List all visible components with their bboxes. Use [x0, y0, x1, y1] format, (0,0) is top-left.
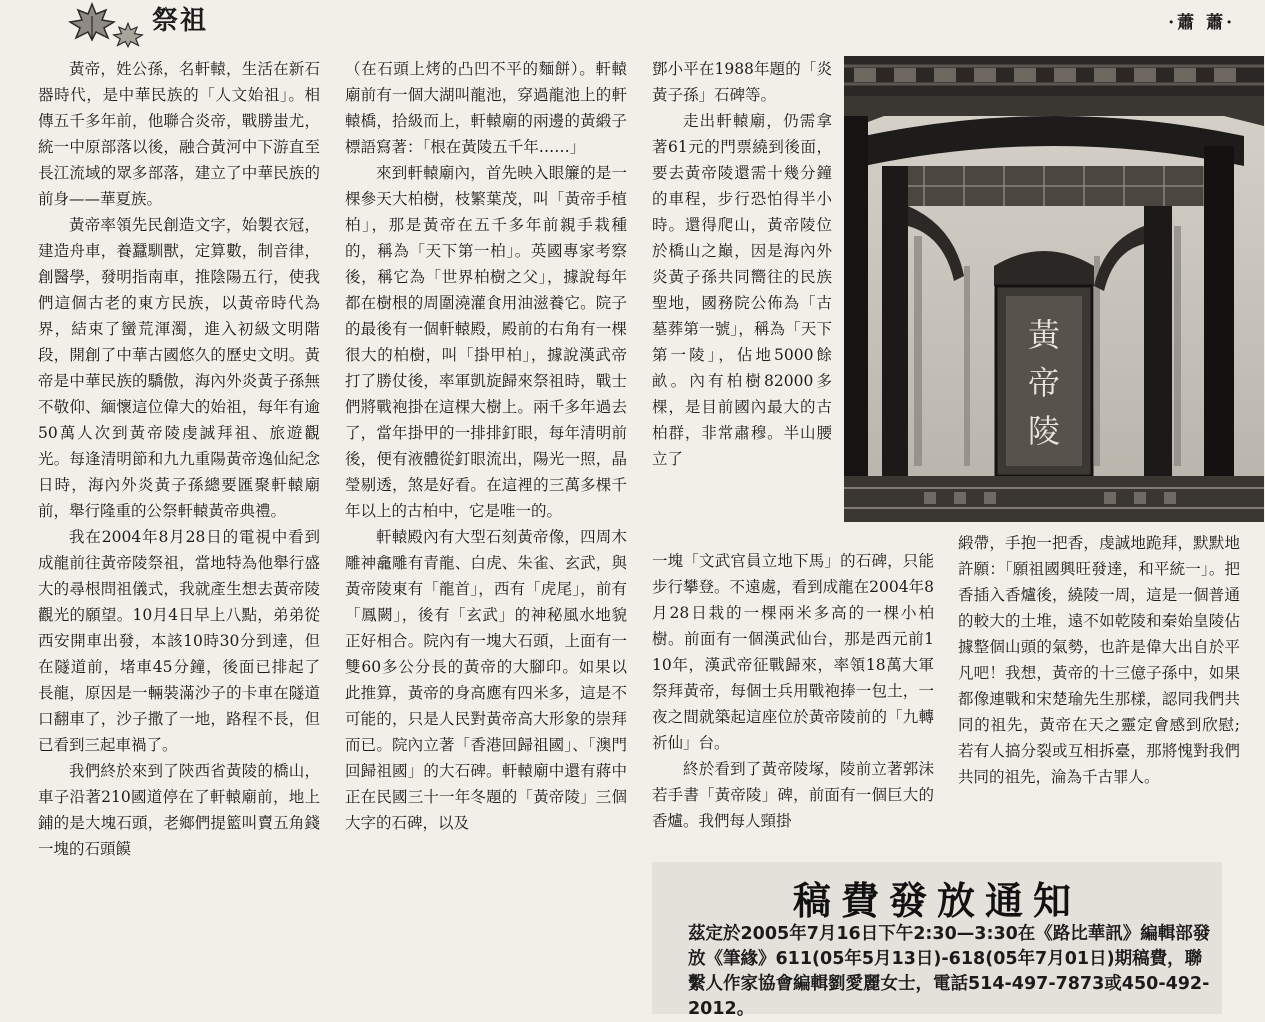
paragraph: 來到軒轅廟內，首先映入眼簾的是一棵參天大柏樹，枝繁葉茂，叫「黃帝手植柏」，那是黃帝在五千多年前親手栽種的，稱為「天下第一柏」。英國專家考察後，稱它為「世界柏樹之父」，據說每年都在樹根的周圍澆灌食用油滋養它。院子的最後有一個軒轅殿，殿前的右角有一棵很大的柏樹，叫「掛甲柏」，據說漢武帝打了勝仗後，率軍凱旋歸來祭祖時，戰士們將戰袍掛在這棵大樹上。兩千多年過去了，當年掛甲的一排排釘眼，每年清明前後，便有液體從釘眼流出，陽光一照，晶瑩剔透，煞是好看。在這裡的三萬多棵千年以上的古柏中，它是唯一的。 [345, 164, 627, 520]
page-header [0, 0, 1265, 44]
plaque-char-3: 陵 [1027, 412, 1061, 450]
maple-leaf-icon [68, 2, 116, 42]
pavilion-photo [844, 56, 1264, 522]
article-column-1 [38, 56, 320, 1012]
plaque-char-1: 黃 [1027, 316, 1061, 354]
paragraph: 黃帝，姓公孫，名軒轅，生活在新石器時代，是中華民族的「人文始祖」。相傳五千多年前，他聯合炎帝，戰勝蚩尤，統一中原部落以後，融合黃河中下游直至長江流域的眾多部落，建立了中華民族的前身——華夏族。 [38, 60, 320, 208]
author-name: ·蕭 蕭· [1168, 13, 1235, 33]
paragraph: 一塊「文武官員立地下馬」的石碑，只能步行攀登。不遠處，看到成龍在2004年8月28日栽的一棵兩米多高的一棵小柏樹。前面有一個漢武仙台，那是西元前110年，漢武帝征戰歸來，率領18萬大軍祭拜黃帝，每個士兵用戰袍捧一包土，一夜之間就築起這座位於黃帝陵前的「九轉祈仙」台。 [652, 552, 934, 752]
page-title: 祭祖 [152, 6, 209, 36]
notice-title: 稿費發放通知 [792, 878, 1081, 923]
paragraph: 黃帝率領先民創造文字，始製衣冠，建造舟車，養蠶馴獸，定算數，制音律，創醫學，發明指南車，推陰陽五行，使我們這個古老的東方民族，以黃帝時代為界，結束了蠻荒渾濁，進入初級文明階段，開創了中華古國悠久的歷史文明。黃帝是中華民族的驕傲，海內外炎黃子孫無不敬仰、緬懷這位偉大的始祖，每年有逾50萬人次到黃帝陵虔誠拜祖、旅遊觀光。每逢清明節和九九重陽黃帝逸仙紀念日時，海內外炎黃子孫總要匯聚軒轅廟前，舉行隆重的公祭軒轅黃帝典禮。 [38, 216, 320, 520]
paragraph: 終於看到了黃帝陵塚，陵前立著郭沫若手書「黃帝陵」碑，前面有一個巨大的香爐。我們每人頸掛 [652, 760, 934, 830]
photo-illustration [844, 56, 1264, 522]
plaque-char-2: 帝 [1027, 364, 1061, 402]
article-column-3-bottom [652, 548, 934, 858]
paragraph: 走出軒轅廟，仍需拿著61元的門票繞到後面，要去黃帝陵還需十幾分鐘的車程，步行恐怕得半小時。還得爬山，黃帝陵位於橋山之巔，因是海內外炎黃子孫共同嚮往的民族聖地，國務院公佈為「古墓葬第一號」，稱為「天下第一陵」，佔地5000餘畝。內有柏樹82000多棵，是目前國內最大的古柏群，非常肅穆。半山腰立了 [652, 112, 832, 468]
paragraph: 軒轅殿內有大型石刻黃帝像，四周木雕神龕雕有青龍、白虎、朱雀、玄武，與黃帝陵東有「龍首」，西有「虎尾」，前有「鳳闕」，後有「玄武」的神秘風水地貌正好相合。院內有一塊大石頭，上面有一雙60多公分長的黃帝的大腳印。如果以此推算，黃帝的身高應有四米多，這是不可能的，只是人民對黃帝高大形象的崇拜而已。院內立著「香港回歸祖國」、「澳門回歸祖國」的大石碑。軒轅廟中還有蔣中正在民國三十一年冬題的「黃帝陵」三個大字的石碑，以及 [345, 528, 627, 832]
paragraph: （在石頭上烤的凸凹不平的麵餅）。軒轅廟前有一個大湖叫龍池，穿過龍池上的軒轅橋，拾級而上，軒轅廟的兩邊的黃緞子標語寫著：「根在黃陵五千年……」 [345, 60, 627, 156]
paragraph: 鄧小平在1988年題的「炎黃子孫」石碑等。 [652, 60, 832, 104]
article-column-4 [958, 530, 1240, 850]
paragraph: 我在2004年8月28日的電視中看到成龍前往黃帝陵祭祖，當地特為他舉行盛大的尋根問祖儀式，我就產生想去黃帝陵觀光的願望。10月4日早上八點，弟弟從西安開車出發，本該10時30分到達，但在隧道前，堵車45分鐘，後面已排起了長龍，原因是一輛裝滿沙子的卡車在隧道口翻車了，沙子撒了一地，路程不長，但已看到三起車禍了。 [38, 528, 320, 754]
payment-notice [652, 862, 1222, 1019]
small-leaf-icon [112, 22, 144, 48]
paragraph: 我們終於來到了陝西省黃陵的橋山，車子沿著210國道停在了軒轅廟前，地上鋪的是大塊石頭，老鄉們提籃叫賣五角錢一塊的石頭饃 [38, 762, 320, 858]
paragraph: 緞帶，手抱一把香，虔誠地跪拜，默默地許願：「願祖國興旺發達，和平統一」。把香插入香爐後，繞陵一周，這是一個普通的較大的土堆，遠不如乾陵和秦始皇陵佔據整個山頭的氣勢，也許是偉大出自於平凡吧！我想，黃帝的十三億子孫中，如果都像連戰和宋楚瑜先生那樣，認同我們共同的祖先，黃帝在天之靈定會感到欣慰;若有人搞分裂或互相拆臺，那將愧對我們共同的祖先，淪為千古罪人。 [958, 534, 1240, 786]
article-column-3-top [652, 56, 832, 522]
article-column-2 [345, 56, 627, 1012]
notice-body: 茲定於2005年7月16日下午2:30—3:30在《路比華訊》編輯部發放《筆緣》611(05年5月13日)-618(05年7月01日)期稿費，聯繫人作家協會編輯劉愛麗女士，電話514-497-7873或450-492-2012。 [688, 924, 1211, 1019]
